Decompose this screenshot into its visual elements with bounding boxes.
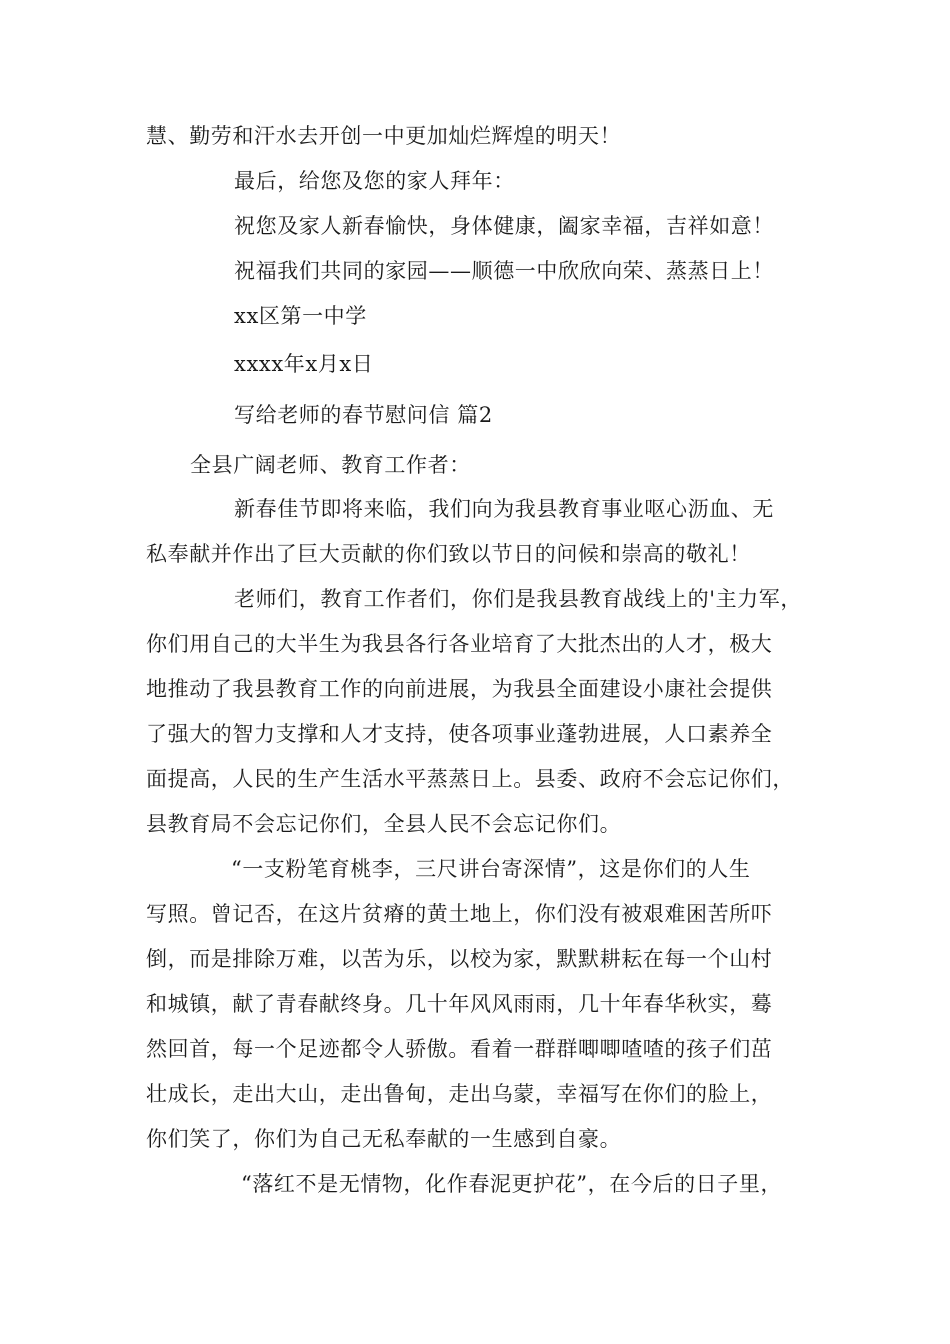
body-line: “落红不是无情物，化作春泥更护花”，在今后的日子里，: [241, 1172, 783, 1196]
body-line: 写照。曾记否，在这片贫瘠的黄土地上，你们没有被艰难困苦所吓: [146, 902, 773, 926]
signature-school: xx区第一中学: [234, 304, 367, 328]
body-line: 私奉献并作出了巨大贡献的你们致以节日的问候和崇高的敬礼！: [146, 542, 751, 566]
body-line: 你们用自己的大半生为我县各行各业培育了大批杰出的人才，极大: [146, 632, 773, 656]
body-line: 然回首，每一个足迹都令人骄傲。看着一群群唧唧喳喳的孩子们茁: [146, 1037, 773, 1061]
body-line: 慧、勤劳和汗水去开创一中更加灿烂辉煌的明天！: [146, 124, 622, 148]
body-line: 倒，而是排除万难，以苦为乐，以校为家，默默耕耘在每一个山村: [146, 947, 773, 971]
body-line: 你们笑了，你们为自己无私奉献的一生感到自豪。: [146, 1127, 622, 1151]
body-line: 地推动了我县教育工作的向前进展，为我县全面建设小康社会提供: [146, 677, 773, 701]
body-line: 新春佳节即将来临，我们向为我县教育事业呕心沥血、无: [234, 497, 774, 521]
salutation: 全县广阔老师、教育工作者：: [190, 453, 471, 477]
signature-date: xxxx年x月x日: [234, 352, 374, 376]
body-line: 老师们，教育工作者们，你们是我县教育战线上的'主力军，: [234, 587, 802, 611]
wish-line: 祝福我们共同的家园——顺德一中欣欣向荣、蒸蒸日上！: [234, 259, 774, 283]
section-title: 写给老师的春节慰问信 篇2: [234, 403, 493, 427]
body-line: “一支粉笔育桃李，三尺讲台寄深情”，这是你们的人生: [231, 857, 751, 881]
wish-line: 祝您及家人新春愉快，身体健康，阖家幸福，吉祥如意！: [234, 214, 774, 238]
body-line: 壮成长，走出大山，走出鲁甸，走出乌蒙，幸福写在你们的脸上，: [146, 1082, 773, 1106]
body-line: 面提高，人民的生产生活水平蒸蒸日上。县委、政府不会忘记你们，: [146, 767, 794, 791]
body-line: 县教育局不会忘记你们，全县人民不会忘记你们。: [146, 812, 622, 836]
closing-greeting-line: 最后，给您及您的家人拜年：: [234, 169, 515, 193]
body-line: 和城镇，献了青春献终身。几十年风风雨雨，几十年春华秋实，蓦: [146, 992, 773, 1016]
body-line: 了强大的智力支撑和人才支持，使各项事业蓬勃进展，人口素养全: [146, 722, 773, 746]
